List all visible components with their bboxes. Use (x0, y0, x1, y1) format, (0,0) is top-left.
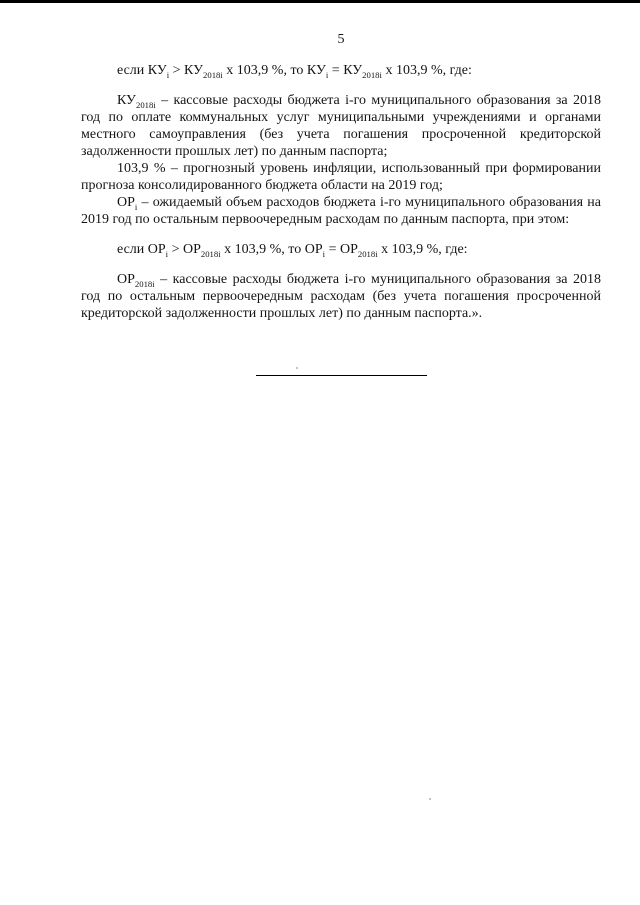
scan-artifact-dot (429, 798, 431, 800)
formula-line: если $КУ_i > КУ_{2018i}$ х 103,9 %, то $КУ_i = КУ_{2018i}$ х 103,9 %, где: (117, 63, 472, 80)
document-body (81, 62, 601, 322)
page-number: 5 (337, 32, 345, 47)
body-paragraph: 103,9 % – прогнозный уровень инфляции, использованный при формировании прогноза консолидированного бюджета области на 2019 год; (81, 161, 601, 193)
scan-artifact-dot (296, 367, 298, 369)
document-content (0, 0, 640, 376)
body-paragraph: $ОР_{2018i}$ – кассовые расходы бюджета i-го муниципального образования за 2018 год по остальным первоочередным расходам (без учета погашения просроченной кредиторской задолженности прошлых лет) по данным паспорта.». (81, 272, 601, 321)
formula-line: если $ОР_i > ОР_{2018i}$ х 103,9 %, то $ОР_i = ОР_{2018i}$ х 103,9 %, где: (117, 242, 468, 259)
section-divider (256, 375, 427, 376)
scan-top-edge (0, 0, 640, 3)
body-paragraph: $КУ_{2018i}$ – кассовые расходы бюджета i-го муниципального образования за 2018 год по оплате коммунальных услуг муниципальными учреждениями и органами местного самоуправления (без учета погашения просроченной кредиторской задолженности прошлых лет) по данным паспорта; (81, 93, 601, 159)
document-page (0, 0, 640, 376)
body-paragraph: $ОР_i$ – ожидаемый объем расходов бюджета i-го муниципального образования на 2019 год по остальным первоочередным расходам по данным паспорта, при этом: (81, 195, 601, 227)
